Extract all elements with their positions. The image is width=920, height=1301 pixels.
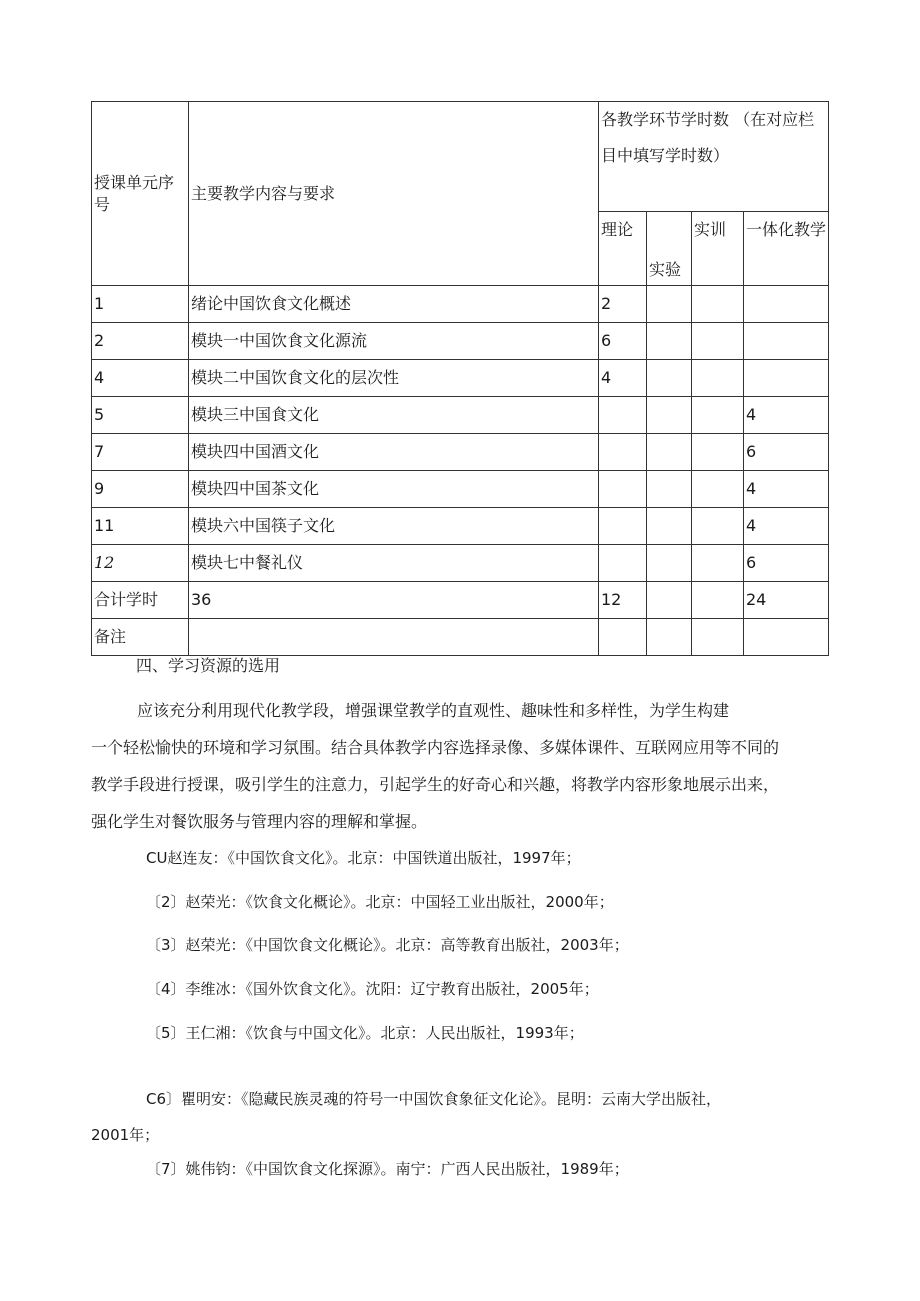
paragraph-line: 强化学生对餐饮服务与管理内容的理解和掌握。 — [91, 812, 428, 831]
total-row — [92, 582, 829, 619]
cell-integrated: 6 — [744, 545, 829, 582]
header-theory: 理论 — [599, 212, 647, 286]
total-theory: 12 — [599, 582, 647, 619]
cell-training — [692, 434, 744, 471]
note-cell — [692, 619, 744, 656]
reference-line: C6〕瞿明安：《隐藏民族灵魂的符号一中国饮食象征文化论》。昆明：云南大学出版社， — [146, 1090, 722, 1108]
cell-unit: 2 — [92, 323, 189, 360]
cell-theory — [599, 434, 647, 471]
cell-training — [692, 508, 744, 545]
paragraph-line: 应该充分利用现代化教学段，增强课堂教学的直观性、趣味性和多样性，为学生构建 — [137, 701, 730, 720]
paragraph-line: 教学手段进行授课，吸引学生的注意力，引起学生的好奇心和兴趣，将教学内容形象地展示出来， — [91, 775, 780, 794]
cell-theory — [599, 545, 647, 582]
total-training — [692, 582, 744, 619]
cell-content: 模块六中国筷子文化 — [189, 508, 599, 545]
cell-experiment — [647, 471, 692, 508]
cell-unit: 4 — [92, 360, 189, 397]
reference-item: 〔5〕王仁湘：《饮食与中国文化》。北京：人民出版社，1993年； — [146, 1024, 584, 1042]
note-cell — [647, 619, 692, 656]
table-row — [92, 360, 829, 397]
cell-theory — [599, 471, 647, 508]
header-training: 实训 — [692, 212, 744, 286]
cell-content: 模块七中餐礼仪 — [189, 545, 599, 582]
reference-item: 〔2〕赵荣光：《饮食文化概论》。北京：中国轻工业出版社，2000年； — [146, 893, 614, 911]
cell-theory: 2 — [599, 286, 647, 323]
cell-integrated: 4 — [744, 397, 829, 434]
table-row — [92, 323, 829, 360]
paragraph-line: 一个轻松愉快的环境和学习氛围。结合具体教学内容选择录像、多媒体课件、互联网应用等不同的 — [91, 738, 780, 757]
cell-integrated — [744, 286, 829, 323]
reference-item-6 — [91, 1081, 821, 1153]
cell-training — [692, 471, 744, 508]
cell-integrated: 6 — [744, 434, 829, 471]
cell-integrated: 4 — [744, 508, 829, 545]
teaching-hours-table — [91, 101, 829, 656]
reference-item: 〔7〕姚伟钧：《中国饮食文化探源》。南宁：广西人民出版社，1989年； — [146, 1160, 629, 1178]
table-row — [92, 286, 829, 323]
note-row — [92, 619, 829, 656]
cell-theory: 4 — [599, 360, 647, 397]
cell-unit: 1 — [92, 286, 189, 323]
table-row — [92, 508, 829, 545]
reference-item: 〔3〕赵荣光：《中国饮食文化概论》。北京：高等教育出版社，2003年； — [146, 936, 629, 954]
cell-theory — [599, 397, 647, 434]
cell-training — [692, 545, 744, 582]
header-unit: 授课单元序号 — [92, 102, 189, 286]
total-label: 合计学时 — [92, 582, 189, 619]
cell-content: 模块四中国酒文化 — [189, 434, 599, 471]
cell-content: 绪论中国饮食文化概述 — [189, 286, 599, 323]
total-content: 36 — [189, 582, 599, 619]
cell-unit: 12 — [92, 545, 189, 582]
note-cell — [599, 619, 647, 656]
table-row — [92, 545, 829, 582]
cell-experiment — [647, 397, 692, 434]
cell-experiment — [647, 360, 692, 397]
cell-training — [692, 323, 744, 360]
cell-content: 模块三中国食文化 — [189, 397, 599, 434]
cell-content: 模块二中国饮食文化的层次性 — [189, 360, 599, 397]
note-label: 备注 — [92, 619, 189, 656]
reference-item: CU赵连友：《中国饮食文化》。北京：中国铁道出版社，1997年； — [146, 849, 581, 867]
reference-item: 〔4〕李维冰：《国外饮食文化》。沈阳：辽宁教育出版社，2005年； — [146, 980, 599, 998]
table-row — [92, 434, 829, 471]
cell-experiment — [647, 434, 692, 471]
total-experiment — [647, 582, 692, 619]
cell-integrated — [744, 323, 829, 360]
cell-integrated: 4 — [744, 471, 829, 508]
cell-training — [692, 286, 744, 323]
cell-experiment — [647, 508, 692, 545]
cell-content: 模块四中国茶文化 — [189, 471, 599, 508]
note-content — [189, 619, 599, 656]
cell-unit: 11 — [92, 508, 189, 545]
header-integrated: 一体化教学 — [744, 212, 829, 286]
table-row — [92, 397, 829, 434]
header-hours-group: 各教学环节学时数 （在对应栏目中填写学时数） — [599, 102, 829, 212]
cell-theory: 6 — [599, 323, 647, 360]
section-heading: 四、学习资源的选用 — [136, 656, 281, 675]
cell-integrated — [744, 360, 829, 397]
total-integrated: 24 — [744, 582, 829, 619]
cell-experiment — [647, 286, 692, 323]
table-row — [92, 471, 829, 508]
cell-experiment — [647, 545, 692, 582]
cell-theory — [599, 508, 647, 545]
note-cell — [744, 619, 829, 656]
cell-unit: 9 — [92, 471, 189, 508]
cell-unit: 5 — [92, 397, 189, 434]
header-content: 主要教学内容与要求 — [189, 102, 599, 286]
header-experiment: 实验 — [647, 212, 692, 286]
cell-content: 模块一中国饮食文化源流 — [189, 323, 599, 360]
reference-line: 2001年； — [91, 1126, 160, 1144]
cell-unit: 7 — [92, 434, 189, 471]
cell-experiment — [647, 323, 692, 360]
cell-training — [692, 360, 744, 397]
cell-training — [692, 397, 744, 434]
section-paragraph — [91, 692, 811, 840]
